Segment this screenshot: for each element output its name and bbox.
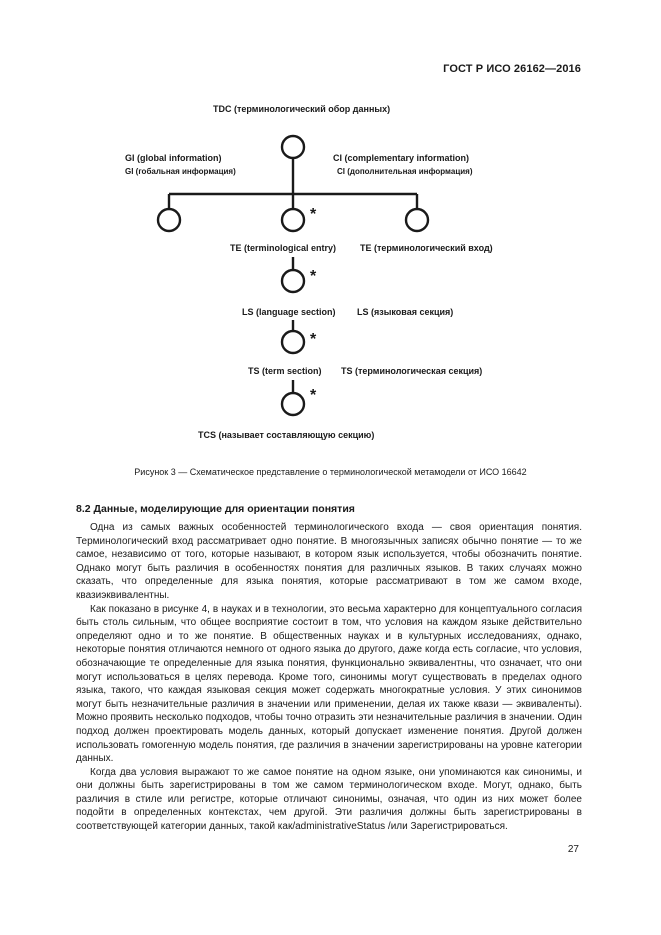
node-ci bbox=[406, 209, 428, 231]
paragraph: Одна из самых важных особенностей терминологического входа — своя ориентация понятия. Терминологический вход рассматривает одно понятие. В многоязычных записях обычно понятие — то же самое, независимо от того, которые называют, в котором язык используется, чтобы обозначить понятие. Однако могут быть различия в особенностях понятия для различных языков. В таких случаях можно сказать, что определенные для языка понятия, которые рассматривают в том же самом входе, квазиэквивалентны. bbox=[76, 522, 582, 601]
multiplicity-tcs: * bbox=[310, 387, 317, 404]
label-gi-en: GI (global information) bbox=[125, 153, 222, 163]
label-tcs: TCS (называет составляющую секцию) bbox=[198, 430, 375, 440]
label-ts-ru: TS (терминологическая секция) bbox=[341, 366, 483, 376]
label-te-en: TE (terminological entry) bbox=[230, 243, 337, 253]
multiplicity-ts: * bbox=[310, 331, 317, 348]
multiplicity-te: * bbox=[310, 206, 317, 223]
node-tdc bbox=[282, 136, 304, 158]
document-code: ГОСТ Р ИСО 26162—2016 bbox=[443, 63, 581, 75]
node-gi bbox=[158, 209, 180, 231]
label-ts-en: TS (term section) bbox=[248, 366, 322, 376]
label-te-ru: TE (терминологический вход) bbox=[360, 243, 493, 253]
label-gi-ru: GI (гобальная информация) bbox=[125, 167, 236, 176]
section-body bbox=[76, 521, 582, 834]
section-title: 8.2 Данные, моделирующие для ориентации понятия bbox=[76, 503, 355, 515]
node-ts bbox=[282, 331, 304, 353]
paragraph: Как показано в рисунке 4, в науках и в технологии, это весьма характерно для концептуального согласия быть столь сильным, что общее восприятие состоит в том, что условия на каждом языке действительно определяют одно и то же понятие. В общественных науках и в культурных исследованиях, однако, некоторые понятия отличаются немного от одного языка до другого, даже когда есть согласие, что условия, обозначающие те определенные для языка понятия, функционально эквивалентны, что означает, что они могут использоваться в целях перевода. Кроме того, синонимы могут существовать в пределах одного языка, такого, что каждая языковая секция может содержать многократные условия. У этих синонимов могут быть незначительные различия в значении или применении, делая их также квази — эквиваленты). Можно проявить несколько подходов, чтобы точно отразить эти незначительные различия в значении. Один подход должен проектировать модель данных, который допускает изменение понятия. Другой должен использовать гомогенную модель понятия, где различия в значении зарегистрированы на уровне категории данных. bbox=[76, 603, 582, 765]
multiplicity-ls: * bbox=[310, 268, 317, 285]
node-te bbox=[282, 209, 304, 231]
label-ls-en: LS (language section) bbox=[242, 307, 336, 317]
node-tcs bbox=[282, 393, 304, 415]
node-ls bbox=[282, 270, 304, 292]
metamodel-tree bbox=[0, 0, 661, 460]
metamodel-diagram bbox=[0, 0, 661, 460]
label-ls-ru: LS (языковая секция) bbox=[357, 307, 454, 317]
label-ci-ru: CI (дополнительная информация) bbox=[337, 167, 473, 176]
page-number: 27 bbox=[567, 844, 579, 855]
figure-caption: Рисунок 3 — Схематическое представление о терминологической метамодели от ИСО 16642 bbox=[134, 467, 527, 477]
paragraph: Когда два условия выражают то же самое понятие на одном языке, они упоминаются как синонимы, и они должны быть зарегистрированы в том же самом терминологическом входе. Могут, однако, быть различия в стиле или регистре, которые отличают синонимы, означая, что один из них может более подойти в определенных контекстах, чем другой. Эти различия должны быть зарегистрированы в соответствующей категории данных, такой как/administrativeStatus /или Зарегистрироваться. bbox=[76, 766, 582, 833]
label-ci-en: CI (complementary information) bbox=[333, 153, 470, 163]
label-tdc: TDC (терминологический обор данных) bbox=[213, 104, 391, 114]
